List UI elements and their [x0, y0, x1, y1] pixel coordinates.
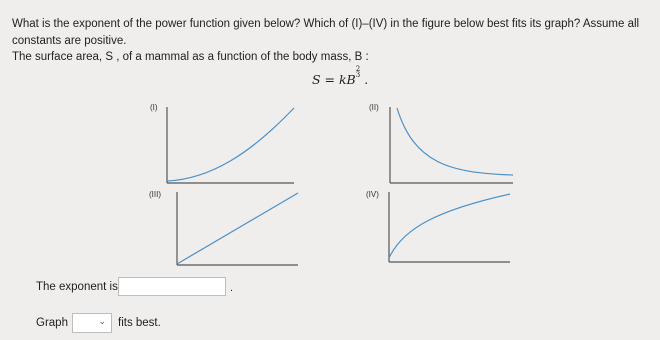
exponent-suffix: .	[230, 282, 234, 294]
graph-3	[176, 190, 300, 268]
graph-4-label: (IV)	[366, 190, 379, 199]
graph-4-curve	[389, 194, 510, 258]
formula-exponent-numerator: 2	[355, 65, 361, 73]
graph-prompt: Graph	[36, 317, 68, 329]
formula-exponent-denominator: 3	[355, 71, 361, 79]
exponent-input[interactable]	[118, 277, 226, 296]
graph-1-curve	[167, 108, 294, 181]
graph-select[interactable]	[72, 313, 112, 333]
graph-2-label: (II)	[369, 103, 379, 112]
graph-3-line	[177, 193, 298, 264]
formula-end: .	[364, 72, 369, 87]
graph-suffix: fits best.	[118, 317, 161, 329]
question-text	[12, 16, 652, 66]
chevron-down-icon: ⌄	[98, 316, 106, 326]
graph-1	[166, 103, 298, 187]
power-function-formula	[312, 65, 369, 87]
question-line-2: The surface area, S , of a mammal as a function of the body mass, B :	[12, 51, 369, 63]
graph-2	[389, 103, 515, 187]
graph-3-label: (III)	[149, 190, 161, 199]
graph-1-label: (I)	[150, 103, 158, 112]
formula-exponent	[356, 66, 360, 78]
graph-4	[388, 190, 512, 266]
exponent-prompt: The exponent is	[36, 281, 118, 293]
graph-2-curve	[397, 108, 513, 175]
formula-lhs: S = kB	[312, 72, 356, 87]
question-line-1: What is the exponent of the power function given below? Which of (I)–(IV) in the figure below best fits its graph? Assume all constants are positive.	[12, 18, 640, 47]
